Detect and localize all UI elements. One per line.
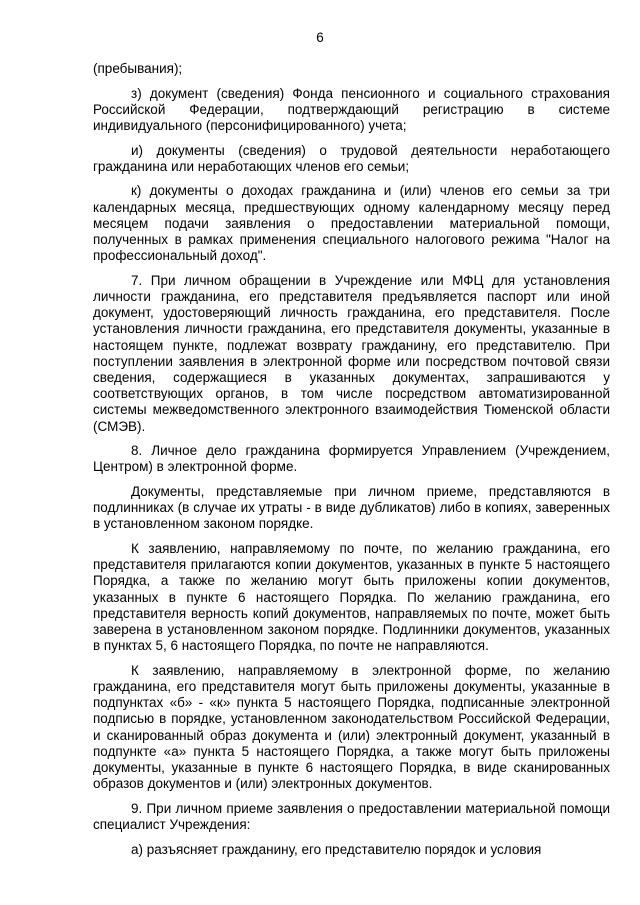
page-number: 6 xyxy=(316,30,324,45)
paragraph-subitem-a: а) разъясняет гражданину, его представителю порядок и условия xyxy=(131,841,542,857)
paragraph-electronic-application: К заявлению, направляемому в электронной форме, по желанию гражданина, его представителя могут быть приложены документы, указанные в подпунктах «б» - «к» пункта 5 настоящего Порядка, подписанные электронной подписью в порядке, установленном законодательством Российской Федерации, и сканированный образ документа и (или) электронный документ, указанный в подпункте «а» пункта 5 настоящего Порядка, а также могут быть приложены документы, указанные в пункте 6 настоящего Порядка, в виде сканированных образов документов и (или) электронных документов. xyxy=(93,662,610,792)
paragraph-item-8: 8. Личное дело гражданина формируется Управлением (Учреждением, Центром) в электронной форме. xyxy=(93,443,610,475)
document-body xyxy=(93,61,610,858)
paragraph-subitem-i: и) документы (сведения) о трудовой деятельности неработающего гражданина или неработающих членов его семьи; xyxy=(93,142,610,174)
paragraph-documents-originals: Документы, представляемые при личном приеме, представляются в подлинниках (в случае их утраты - в виде дубликатов) либо в копиях, заверенных в установленном законом порядке. xyxy=(93,484,610,532)
paragraph-subitem-z: з) документ (сведения) Фонда пенсионного и социального страхования Российской Федерации, подтверждающий регистрацию в системе индивидуального (персонифицированного) учета; xyxy=(93,85,610,133)
paragraph-continuation: (пребывания); xyxy=(93,61,183,76)
paragraph-item-9: 9. При личном приеме заявления о предоставлении материальной помощи специалист Учреждения: xyxy=(93,800,610,833)
paragraph-item-7: 7. При личном обращении в Учреждение или МФЦ для установления личности гражданина, его представителя предъявляется паспорт или иной документ, удостоверяющий личность гражданина, его представителя. После установления личности гражданина, его представителя документы, указанные в настоящем пункте, подлежат возврату гражданину, его представителю. При поступлении заявления в электронной форме или посредством почтовой связи сведения, содержащиеся в указанных документах, запрашиваются у соответствующих органов, в том числе посредством автоматизированной системы межведомственного электронного взаимодействия Тюменской области (СМЭВ). xyxy=(93,272,610,434)
paragraph-subitem-k: к) документы о доходах гражданина и (или) членов его семьи за три календарных месяца, предшествующих одному календарному месяцу перед месяцем подачи заявления о предоставлении материальной помощи, полученных в рамках применения специального налогового режима "Налог на профессиональный доход". xyxy=(93,183,610,264)
paragraph-mail-application: К заявлению, направляемому по почте, по желанию гражданина, его представителя прилагаются копии документов, указанных в пункте 5 настоящего Порядка, а также по желанию могут быть приложены копии документов, указанных в пункте 6 настоящего Порядка. По желанию гражданина, его представителя верность копий документов, направляемых по почте, может быть заверена в установленном законом порядке. Подлинники документов, указанных в пунктах 5, 6 настоящего Порядка, по почте не направляются. xyxy=(93,541,610,654)
